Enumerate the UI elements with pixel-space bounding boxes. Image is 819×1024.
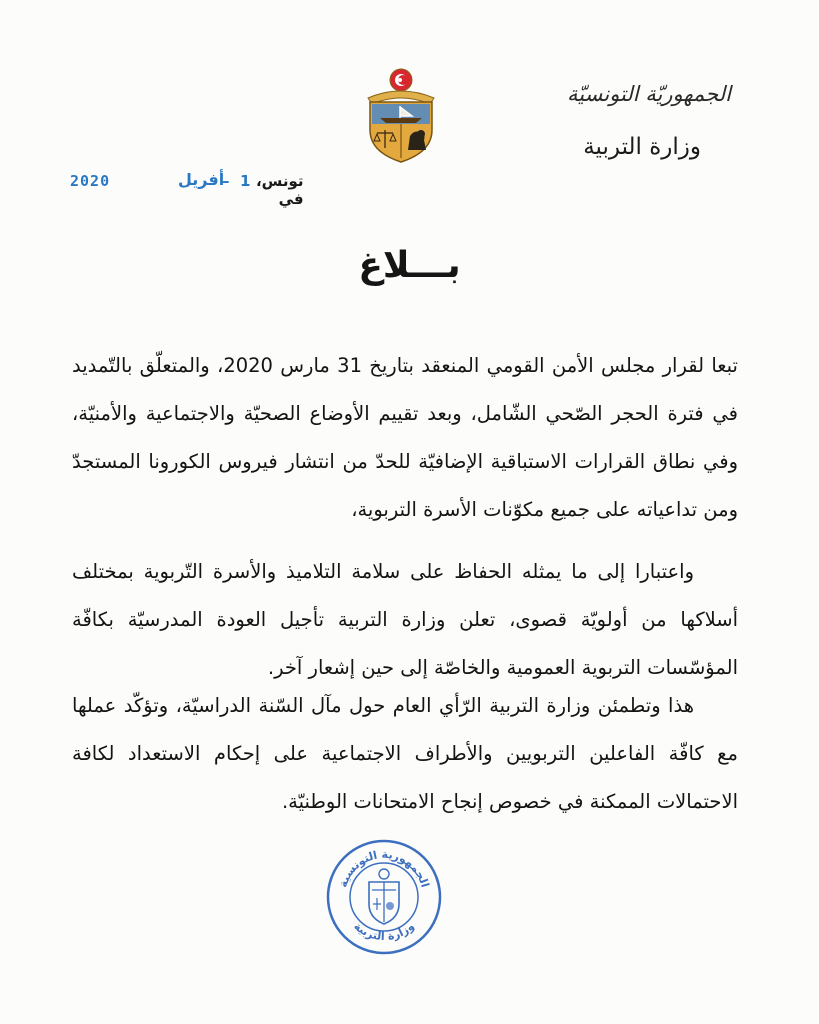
date-dash: – [222,172,230,190]
official-stamp-icon [325,838,443,956]
date-year: 2020 [70,172,111,190]
date-place: تونس، في [255,172,304,208]
date-line [70,170,304,208]
svg-text:وزارة التربية [351,920,417,943]
tunisia-coat-of-arms-icon [358,64,444,164]
paragraph-2: واعتبارا إلى ما يمثله الحفاظ على سلامة التلاميذ والأسرة التّربوية بمختلف أسلاكها من أولويّة قصوى، تعلن وزارة التربية تأجيل العودة المدرسيّة بكافّة المؤسّسات التربوية العمومية والخاصّة إلى حين إشعار آخر. [72,560,738,679]
date-month: أفريل [178,170,225,189]
stamp-top-text: الجمهورية التونسية [336,847,432,889]
document-title: بـــلاغ [358,245,461,286]
ministry-name: وزارة التربية [583,134,701,160]
date-day: 1 [240,172,251,190]
stamp-bottom-text: وزارة التربية [351,919,417,944]
paragraph-3: هذا وتطمئن وزارة التربية الرّأي العام حول مآل السّنة الدراسيّة، وتؤكّد عملها مع كافّة الفاعلين التربويين والأطراف الاجتماعية على إحكام الاستعداد لكافة الاحتمالات الممكنة في خصوص إنجاح الامتحانات الوطنيّة. [72,694,738,813]
paragraph-1: تبعا لقرار مجلس الأمن القومي المنعقد بتاريخ 31 مارس 2020، والمتعلّق بالتّمديد في فترة الحجر الصّحي الشّامل، وبعد تقييم الأوضاع الصحيّة والاجتماعية والأمنيّة، وفي نطاق القرارات الاستباقية الإضافيّة للحدّ من انتشار فيروس الكورونا المستجدّ ومن تداعياته على جميع مكوّنات الأسرة التربوية، [72,354,738,521]
republic-name: الجمهوريّة التونسيّة [567,82,731,106]
